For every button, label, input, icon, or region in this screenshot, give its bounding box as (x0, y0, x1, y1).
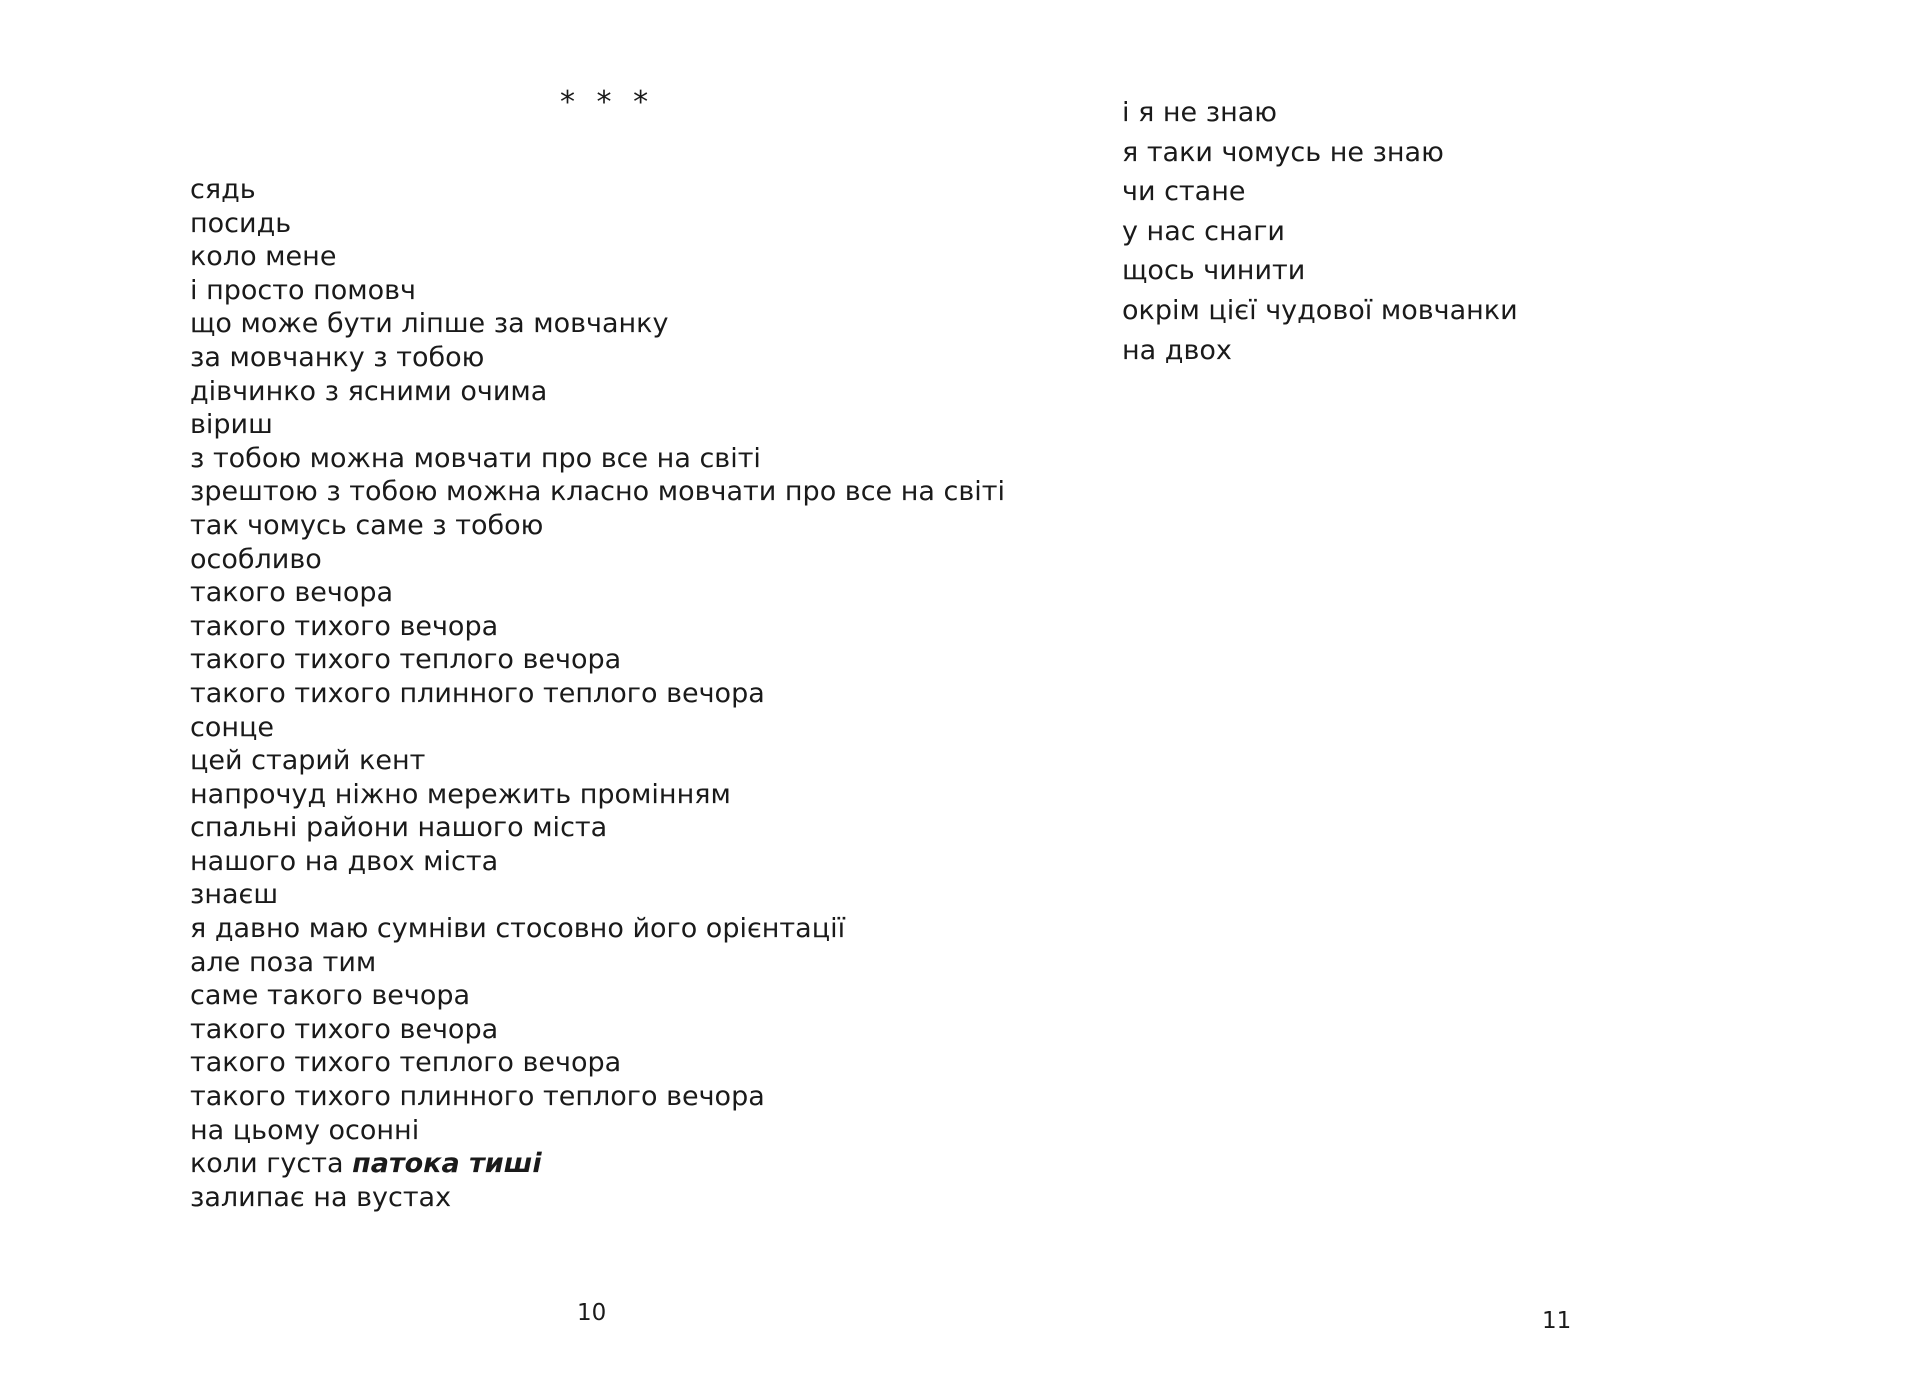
poem-line: цей старий кент (190, 745, 426, 777)
poem-line: такого тихого вечора (190, 1013, 499, 1045)
poem-line: щось чинити (1122, 255, 1306, 287)
section-separator: * * * (560, 85, 655, 120)
poem-line: посидь (190, 207, 292, 239)
page-number: 11 (1542, 1308, 1572, 1334)
poem-line: дівчинко з ясними очима (190, 375, 548, 407)
poem-line: я таки чомусь не знаю (1122, 136, 1444, 168)
poem-line: знаєш (190, 879, 279, 911)
poem-line-emphasis (190, 1147, 1005, 1181)
poem-text-left (190, 173, 1005, 1214)
poem-line: такого вечора (190, 577, 394, 609)
emphasized-phrase: патока тиші (352, 1148, 542, 1180)
poem-line: у нас снаги (1122, 215, 1285, 247)
poem-line: такого тихого теплого вечора (190, 1047, 622, 1079)
poem-line: але поза тим (190, 946, 377, 978)
poem-text-right (1122, 93, 1518, 370)
poem-line: віриш (190, 409, 273, 441)
poem-line: так чомусь саме з тобою (190, 509, 544, 541)
poem-line: за мовчанку з тобою (190, 341, 485, 373)
right-page (1000, 0, 1920, 1377)
poem-line: такого тихого плинного теплого вечора (190, 1081, 765, 1113)
poem-line: чи стане (1122, 176, 1246, 208)
poem-line: на двох (1122, 334, 1232, 366)
poem-line: залипає на вустах (190, 1181, 452, 1213)
poem-line: що може бути ліпше за мовчанку (190, 308, 669, 340)
poem-line: особливо (190, 543, 322, 575)
poem-line: напрочуд ніжно мережить промінням (190, 778, 731, 810)
poem-line: сонце (190, 711, 275, 743)
poem-line: такого тихого плинного теплого вечора (190, 677, 765, 709)
page-number: 10 (577, 1300, 607, 1326)
poem-line: на цьому осонні (190, 1114, 420, 1146)
poem-line: такого тихого вечора (190, 610, 499, 642)
poem-line: і я не знаю (1122, 97, 1278, 128)
poem-line: такого тихого теплого вечора (190, 644, 622, 676)
poem-line: з тобою можна мовчати про все на світі (190, 442, 761, 474)
poem-line: і просто помовч (190, 274, 416, 306)
poem-line: окрім цієї чудової мовчанки (1122, 294, 1518, 326)
poem-line: саме такого вечора (190, 980, 471, 1012)
poem-line: коло мене (190, 241, 337, 273)
poem-line-prefix: коли густа (190, 1148, 353, 1180)
poem-line: зрештою з тобою можна класно мовчати про все на світі (190, 476, 1006, 508)
poem-line: сядь (190, 174, 256, 205)
poem-line: нашого на двох міста (190, 845, 499, 877)
poem-line: я давно маю сумніви стосовно його орієнтації (190, 913, 846, 945)
poem-line: спальні райони нашого міста (190, 812, 608, 844)
